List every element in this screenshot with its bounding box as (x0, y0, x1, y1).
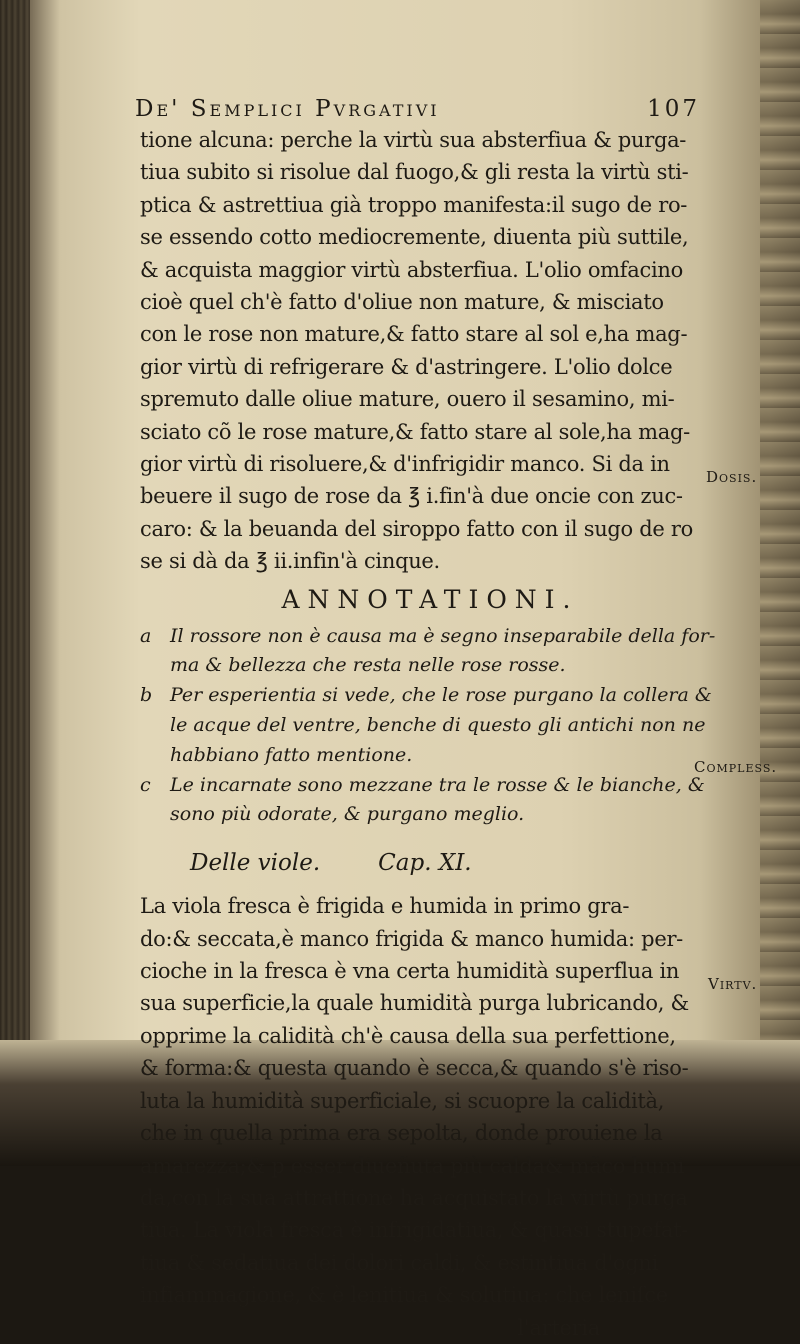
book-spine (0, 0, 30, 1166)
chapter-line: tiua. La viola fresca è infrigidatiua, & quasi stupefat- (140, 1218, 689, 1243)
chapter-line: La viola fresca è frigida e humida in primo gra- (140, 894, 630, 919)
page-edges (760, 0, 800, 1166)
body-line: caro: & la beuanda del siroppo fatto con il sugo de ro (140, 516, 694, 541)
note-line: Il rossore non è causa ma è segno inseparabile della for- (170, 624, 716, 647)
chapter-line: opprime la calidità ch'è causa della sua perfettione, (140, 1023, 676, 1048)
annotations-title: ANNOTATIONI. (281, 584, 579, 614)
chapter-line: sua superficie,la quale humidità purga lubricando, & (140, 991, 689, 1016)
chapter-line: da,con la sua attrattione ha acquistato la virtù purga (140, 1185, 688, 1210)
body-line: se si dà da ℥ ii.infin'à cinque. (140, 549, 440, 574)
note-line: ma & bellezza che resta nelle rose rosse. (170, 654, 566, 677)
catchword: l'arteria (517, 1315, 600, 1340)
body-line: gior virtù di refrigerare & d'astringere. L'olio dolce (140, 354, 673, 379)
note-letter: b (140, 684, 153, 707)
body-line: tiua subito si risolue dal fuogo,& gli resta la virtù sti- (140, 160, 689, 185)
note-line: Le incarnate sono mezzane tra le rosse & le bianche, & (170, 773, 705, 796)
body-line: gior virtù di risoluere,& d'infrigidir manco. Si da in (140, 452, 670, 477)
chapter-title: Delle viole. (190, 850, 321, 877)
note-line: sono più odorate, & purgano meglio. (170, 803, 525, 826)
note-letter: c (140, 773, 151, 796)
chapter-paragraph (140, 890, 700, 1344)
body-line: spremuto dalle oliue mature, ouero il sesamino, mi- (140, 387, 675, 412)
chapter-line: do:& seccata,è manco frigida & manco humida: per- (140, 926, 683, 951)
note-line: le acque del ventre, benche di questo gli antichi non ne (170, 714, 706, 737)
chapter-line: amarezza;& p esser diueñuta più calda& mãco humi (140, 1153, 685, 1178)
body-line: & acquista maggior virtù absterfiua. L'olio omfacino (140, 257, 683, 282)
margin-note-virtu: Virtv. (708, 975, 758, 993)
body-line: sciato cõ le rose mature,& fatto stare al sole,ha mag- (140, 419, 690, 444)
chapter-heading (190, 836, 700, 890)
note-line: Per esperientia si vede, che le rose purgano la collera & (170, 684, 712, 707)
body-line: ptica & astrettiua già troppo manifesta:il sugo de ro- (140, 192, 688, 217)
chapter-number: Cap. XI. (378, 850, 472, 877)
annotation-note-c (140, 771, 705, 831)
note-line: habbiano fatto mentione. (170, 743, 413, 766)
body-paragraph (140, 124, 700, 578)
annotation-note-b (140, 681, 712, 770)
margin-note-complessione: Compless. (694, 758, 778, 776)
page-number: 107 (647, 96, 700, 122)
body-line: cioè quel ch'è fatto d'oliue non mature, & misciato (140, 290, 664, 315)
chapter-line: tiua & sedatiua dei dolori caldi, & estintiua d'ogni (140, 1250, 659, 1275)
chapter-line: cioche in la fresca è vna certa humidità superflua in (140, 959, 680, 984)
body-line: tione alcuna: perche la virtù sua absterfiua & purga- (140, 128, 687, 152)
running-head-title: De' Semplici Pvrgativi (135, 96, 440, 122)
annotation-note-a (140, 622, 716, 682)
chapter-line: che in quella prima era sepolta, donde prouiene la (140, 1121, 663, 1146)
chapter-line: luta la humidità superficiale, si scuopre la calidità, (140, 1088, 665, 1113)
text-block (135, 96, 716, 1344)
body-line: con le rose non mature,& fatto stare al sol e,ha mag- (140, 322, 688, 347)
chapter-line: infiammagione, & è lenitiua & solutiua: che leniſce (140, 1283, 668, 1308)
running-head (135, 96, 700, 122)
body-line: se essendo cotto mediocremente, diuenta più suttile, (140, 225, 689, 250)
chapter-line: & forma:& questa quando è secca,& quando s'è riso- (140, 1056, 689, 1081)
body-line: beuere il sugo de rose da ℥ i.fin'à due oncie con zuc- (140, 484, 683, 509)
note-letter: a (140, 624, 152, 647)
margin-note-dosis: Dosis. (706, 468, 758, 486)
